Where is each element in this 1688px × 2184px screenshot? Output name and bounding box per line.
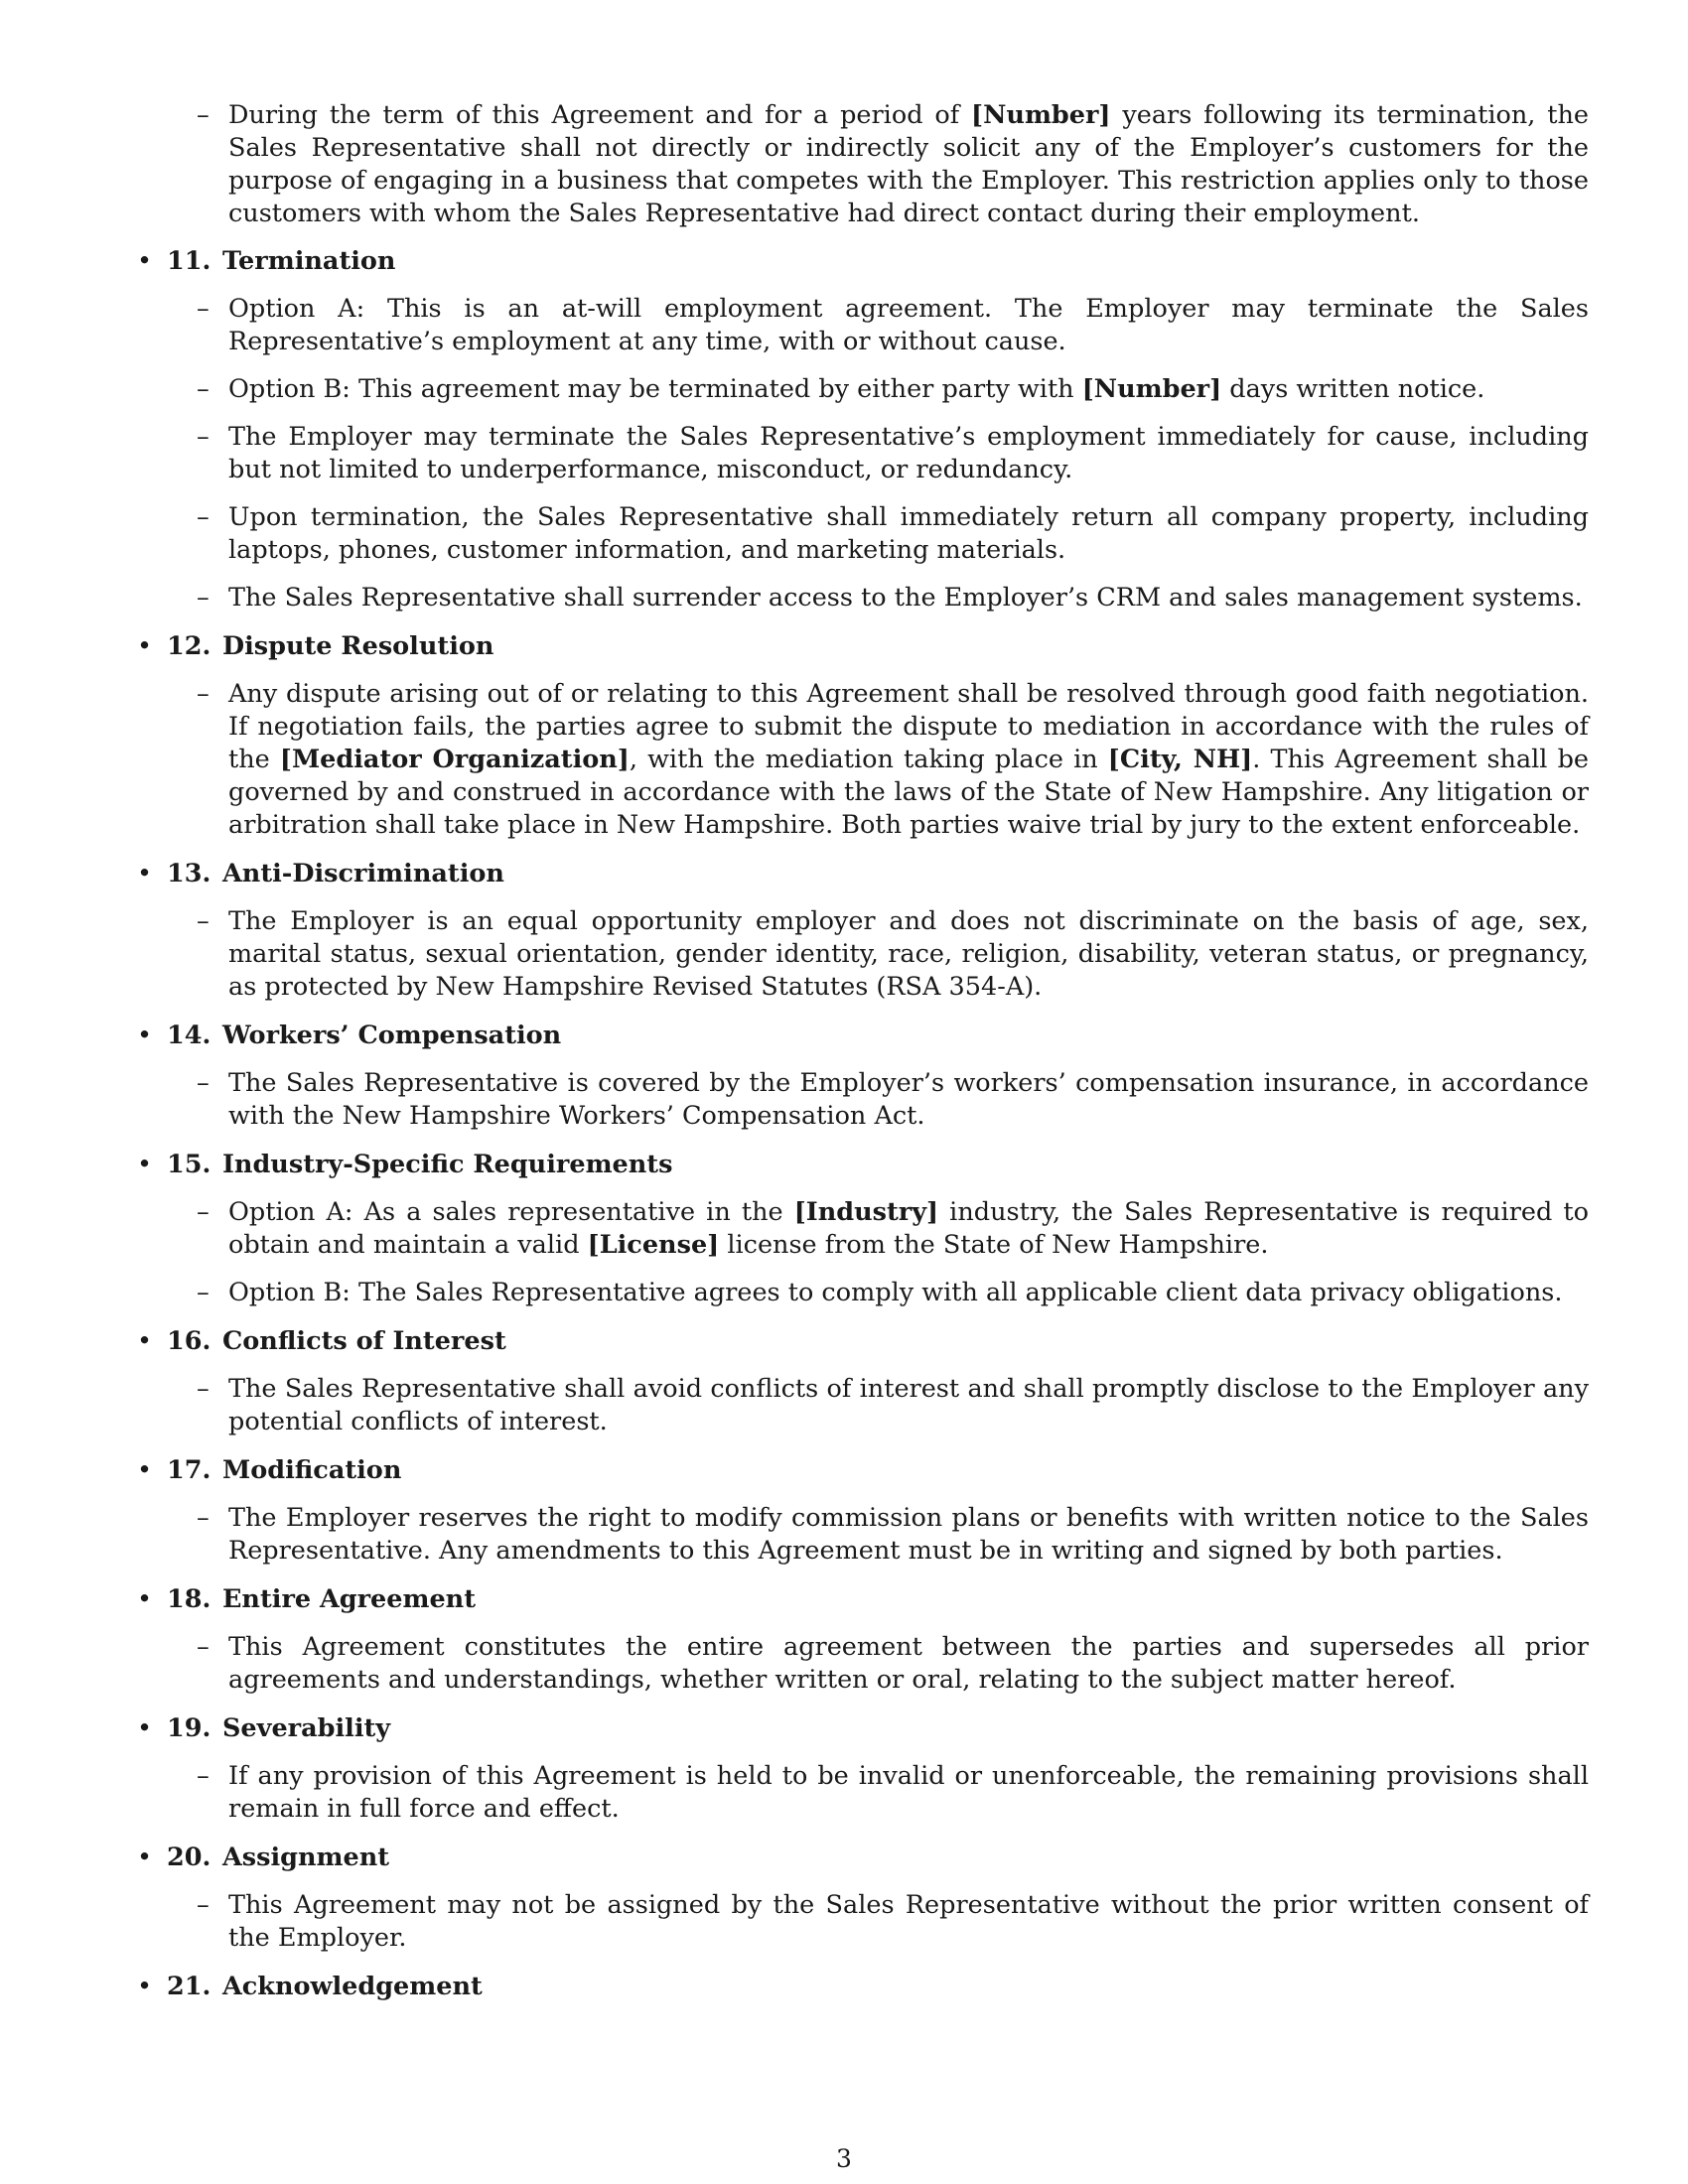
section-severability bbox=[137, 1712, 1589, 1826]
section-heading: • 15. Industry-Specific Requirements bbox=[137, 1150, 673, 1179]
list-item: – Option A: As a sales representative in the [Industry] industry, the Sales Representative is required to obtain and maintain a valid [License] license from the State of New Hampshire. bbox=[197, 1197, 1589, 1260]
section-heading: • 17. Modification bbox=[137, 1455, 402, 1485]
list-item: – If any provision of this Agreement is held to be invalid or unenforceable, the remaining provisions shall remain in full force and effect. bbox=[197, 1761, 1589, 1824]
section-title: Severability bbox=[222, 1713, 391, 1743]
section-dispute-resolution bbox=[137, 630, 1589, 842]
list-item: – The Sales Representative shall surrender access to the Employer’s CRM and sales management systems. bbox=[197, 583, 1583, 613]
section-acknowledgement bbox=[137, 1971, 1589, 2003]
section-number: 20. bbox=[167, 1843, 211, 1872]
bullet-marker: • bbox=[137, 246, 153, 276]
section-title: Modification bbox=[222, 1455, 402, 1485]
placeholder-city: [City, NH] bbox=[1107, 745, 1253, 774]
dash-marker: – bbox=[197, 100, 210, 130]
placeholder-industry: [Industry] bbox=[793, 1197, 939, 1227]
section-industry-requirements bbox=[137, 1149, 1589, 1309]
section-number: 18. bbox=[167, 1584, 211, 1614]
list-item: – The Employer is an equal opportunity employer and does not discriminate on the basis of age, sex, marital status, sexual orientation, gender identity, race, religion, disability, veteran status, or pregnancy, as protected by New Hampshire Revised Statutes (RSA 354-A). bbox=[197, 906, 1589, 1002]
section-number: 15. bbox=[167, 1150, 211, 1179]
list-item: – Option A: This is an at-will employment agreement. The Employer may terminate the Sales Representative’s employment at any time, with or without cause. bbox=[197, 294, 1589, 356]
document-body bbox=[137, 99, 1589, 2019]
list-item: – This Agreement may not be assigned by the Sales Representative without the prior written consent of the Employer. bbox=[197, 1890, 1589, 1953]
section-number: 21. bbox=[167, 1972, 211, 2001]
section-heading: • 20. Assignment bbox=[137, 1843, 390, 1872]
section-number: 14. bbox=[167, 1021, 211, 1050]
section-list bbox=[137, 245, 1589, 2003]
placeholder-mediator: [Mediator Organization] bbox=[279, 745, 630, 774]
list-item: – The Employer may terminate the Sales Representative’s employment immediately for cause, including but not limited to underperformance, misconduct, or redundancy. bbox=[197, 422, 1589, 484]
list-item: – This Agreement constitutes the entire agreement between the parties and supersedes all prior agreements and understandings, whether written or oral, relating to the subject matter hereof. bbox=[197, 1632, 1589, 1695]
section-modification bbox=[137, 1454, 1589, 1568]
placeholder-license: [License] bbox=[587, 1230, 720, 1260]
section-title: Assignment bbox=[222, 1843, 390, 1872]
list-item: – Option B: The Sales Representative agrees to comply with all applicable client data privacy obligations. bbox=[197, 1278, 1563, 1307]
non-solicitation-item: – During the term of this Agreement and for a period of [Number] years following its termination, the Sales Representative shall not directly or indirectly solicit any of the Employer’s customers for the purpose of engaging in a business that competes with the Employer. This restriction applies only to those customers with whom the Sales Representative had direct contact during their employment. bbox=[197, 100, 1589, 228]
section-anti-discrimination bbox=[137, 858, 1589, 1004]
section-number: 12. bbox=[167, 631, 211, 661]
section-workers-compensation bbox=[137, 1020, 1589, 1133]
list-item: – The Sales Representative is covered by the Employer’s workers’ compensation insurance, in accordance with the New Hampshire Workers’ Compensation Act. bbox=[197, 1068, 1589, 1131]
section-number: 16. bbox=[167, 1326, 211, 1356]
placeholder-number: [Number] bbox=[971, 100, 1111, 130]
section-heading: • 13. Anti-Discrimination bbox=[137, 859, 504, 888]
section-title: Industry-Specific Requirements bbox=[222, 1150, 673, 1179]
section-heading bbox=[137, 245, 1589, 278]
lead-item-list bbox=[137, 99, 1589, 230]
list-item: – The Employer reserves the right to modify commission plans or benefits with written notice to the Sales Representative. Any amendments to this Agreement must be in writing and signed by both parties. bbox=[197, 1503, 1589, 1566]
section-title: Acknowledgement bbox=[222, 1972, 483, 2001]
page-number: 3 bbox=[836, 2144, 852, 2173]
section-heading: • 19. Severability bbox=[137, 1713, 391, 1743]
placeholder-number: [Number] bbox=[1081, 374, 1222, 404]
section-title: Conflicts of Interest bbox=[222, 1326, 506, 1356]
section-number: 19. bbox=[167, 1713, 211, 1743]
list-item: – The Sales Representative shall avoid conflicts of interest and shall promptly disclose to the Employer any potential conflicts of interest. bbox=[197, 1374, 1589, 1436]
section-heading: • 16. Conflicts of Interest bbox=[137, 1326, 506, 1356]
section-title: Entire Agreement bbox=[222, 1584, 476, 1614]
section-heading: • 14. Workers’ Compensation bbox=[137, 1021, 562, 1050]
section-conflicts-of-interest bbox=[137, 1325, 1589, 1438]
section-entire-agreement bbox=[137, 1583, 1589, 1697]
list-item: – Upon termination, the Sales Representative shall immediately return all company property, including laptops, phones, customer information, and marketing materials. bbox=[197, 502, 1589, 565]
section-termination bbox=[137, 245, 1589, 614]
section-number: 17. bbox=[167, 1455, 211, 1485]
section-title: Termination bbox=[222, 246, 396, 276]
section-number: 11. bbox=[167, 246, 211, 276]
section-assignment bbox=[137, 1842, 1589, 1955]
section-heading: • 12. Dispute Resolution bbox=[137, 631, 494, 661]
list-item: – Any dispute arising out of or relating to this Agreement shall be resolved through good faith negotiation. If negotiation fails, the parties agree to submit the dispute to mediation in accordance with the rules of the [Mediator Organization], with the mediation taking place in [City, NH]. This Agreement shall be governed by and construed in accordance with the laws of the State of New Hampshire. Any litigation or arbitration shall take place in New Hampshire. Both parties waive trial by jury to the extent enforceable. bbox=[197, 679, 1589, 840]
section-heading: • 18. Entire Agreement bbox=[137, 1584, 476, 1614]
section-title: Dispute Resolution bbox=[222, 631, 494, 661]
section-heading: • 21. Acknowledgement bbox=[137, 1972, 483, 2001]
list-item: – Option B: This agreement may be terminated by either party with [Number] days written notice. bbox=[197, 374, 1485, 404]
section-title: Anti-Discrimination bbox=[222, 859, 504, 888]
section-title: Workers’ Compensation bbox=[222, 1021, 562, 1050]
section-number: 13. bbox=[167, 859, 211, 888]
